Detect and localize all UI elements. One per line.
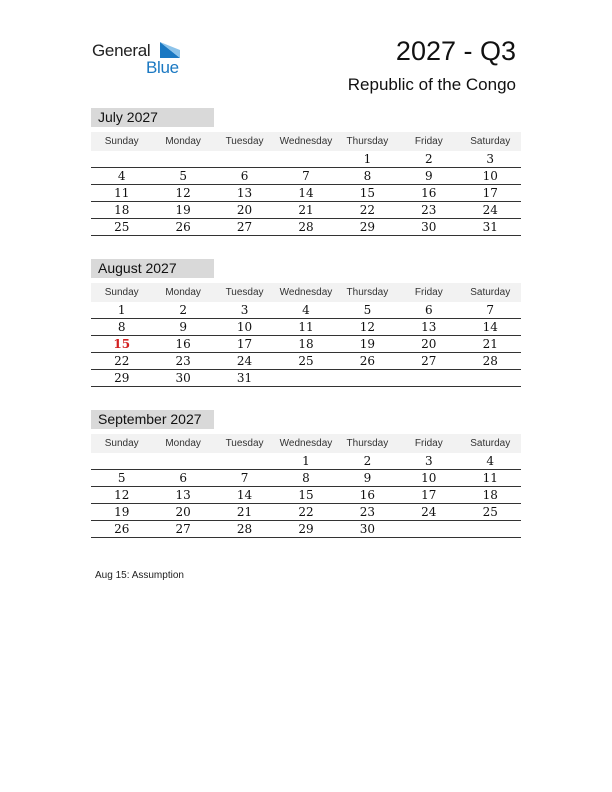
weekday-header-row	[91, 132, 521, 151]
weekday-label: Wednesday	[279, 287, 333, 298]
date-cell	[398, 370, 459, 386]
date-cell: 19	[175, 203, 191, 217]
date-cell: 27	[175, 522, 191, 536]
date-cell: 15	[298, 488, 314, 502]
country-name: Republic of the Congo	[347, 75, 516, 94]
date-cell: 3	[425, 454, 433, 468]
date-cell: 7	[240, 471, 249, 485]
date-cell: 29	[359, 220, 376, 234]
date-cell: 3	[240, 303, 249, 317]
weekday-label: Friday	[414, 136, 443, 147]
weekday-label: Sunday	[104, 136, 139, 147]
date-cell: 16	[421, 186, 437, 200]
date-cell: 12	[359, 320, 376, 334]
date-cell: 29	[114, 371, 130, 385]
date-cell: 22	[359, 203, 376, 217]
date-cell: 5	[179, 169, 187, 183]
date-cell: 29	[298, 522, 314, 536]
month-july	[91, 108, 521, 236]
week-row	[91, 219, 521, 236]
weekday-label: Monday	[165, 136, 201, 147]
date-cell: 23	[175, 354, 191, 368]
date-cell: 5	[363, 303, 372, 317]
date-cell: 24	[421, 505, 437, 519]
date-cell: 8	[363, 169, 372, 183]
date-cell: 14	[482, 320, 498, 334]
date-cell: 28	[236, 522, 253, 536]
week-row	[91, 353, 521, 370]
date-cell	[91, 151, 152, 167]
weekday-label: Thursday	[346, 136, 389, 147]
date-cell: 1	[363, 152, 372, 166]
date-cell: 17	[482, 186, 498, 200]
logo-blue-text: Blue	[146, 58, 179, 77]
week-row	[91, 319, 521, 336]
month-august	[91, 259, 521, 387]
date-cell: 7	[486, 303, 495, 317]
date-cell: 21	[236, 505, 253, 519]
date-cell: 26	[359, 354, 376, 368]
week-row	[91, 470, 521, 487]
date-cell: 25	[482, 505, 498, 519]
weekday-header-row	[91, 434, 521, 453]
weekday-label: Saturday	[470, 287, 511, 298]
date-cell: 20	[421, 337, 437, 351]
week-row	[91, 302, 521, 319]
month-header: July 2027	[91, 108, 214, 127]
date-cell: 22	[298, 505, 314, 519]
date-cell: 2	[363, 454, 372, 468]
weekday-label: Sunday	[104, 438, 139, 449]
date-cell: 21	[482, 337, 498, 351]
date-cell: 24	[236, 354, 253, 368]
date-cell: 19	[359, 337, 376, 351]
month-header: August 2027	[91, 259, 214, 278]
date-cell: 31	[482, 220, 498, 234]
date-cell: 24	[482, 203, 498, 217]
logo	[92, 40, 192, 80]
date-cell: 23	[359, 505, 376, 519]
weekday-label: Tuesday	[225, 438, 264, 449]
weekday-label: Tuesday	[225, 136, 264, 147]
weekday-label: Wednesday	[279, 438, 333, 449]
date-cell	[460, 521, 521, 537]
week-row	[91, 504, 521, 521]
date-cell	[214, 453, 275, 469]
date-cell: 11	[298, 320, 314, 334]
logo-general-text: General	[92, 41, 151, 60]
week-row	[91, 336, 521, 353]
date-cell: 7	[302, 169, 310, 183]
date-cell: 27	[236, 220, 253, 234]
date-cell: 6	[240, 169, 249, 183]
weekday-label: Monday	[165, 287, 201, 298]
date-cell: 4	[302, 303, 310, 317]
date-cell: 8	[117, 320, 126, 334]
weekday-label: Sunday	[104, 287, 139, 298]
week-row	[91, 202, 521, 219]
date-cell: 13	[421, 320, 437, 334]
weeks	[91, 151, 521, 236]
date-cell: 18	[298, 337, 314, 351]
weeks	[91, 302, 521, 387]
holiday-date-cell: 15	[113, 337, 131, 351]
date-cell: 11	[114, 186, 130, 200]
date-cell: 16	[175, 337, 191, 351]
week-row	[91, 370, 521, 387]
week-row	[91, 487, 521, 504]
month-header: September 2027	[91, 410, 214, 429]
date-cell: 15	[359, 186, 376, 200]
date-cell: 11	[482, 471, 498, 485]
week-row	[91, 151, 521, 168]
date-cell: 17	[236, 337, 253, 351]
weekday-label: Friday	[414, 438, 443, 449]
date-cell: 28	[298, 220, 314, 234]
week-row	[91, 168, 521, 185]
date-cell: 13	[236, 186, 253, 200]
week-row	[91, 453, 521, 470]
date-cell: 31	[236, 371, 253, 385]
date-cell: 13	[175, 488, 191, 502]
date-cell: 30	[359, 522, 376, 536]
date-cell	[214, 151, 275, 167]
month-september	[91, 410, 521, 538]
date-cell: 12	[114, 488, 130, 502]
date-cell: 6	[425, 303, 433, 317]
weekday-label: Tuesday	[225, 287, 264, 298]
date-cell: 1	[117, 303, 126, 317]
date-cell: 5	[117, 471, 126, 485]
weekday-label: Saturday	[470, 438, 511, 449]
weekday-label: Thursday	[346, 438, 389, 449]
date-cell: 4	[117, 169, 126, 183]
date-cell: 10	[421, 471, 437, 485]
date-cell: 25	[114, 220, 130, 234]
weekday-header-row	[91, 283, 521, 302]
date-cell: 9	[179, 320, 187, 334]
date-cell: 30	[421, 220, 437, 234]
date-cell: 26	[175, 220, 191, 234]
week-row	[91, 521, 521, 538]
date-cell: 6	[179, 471, 187, 485]
date-cell: 19	[114, 505, 130, 519]
holiday-note: Aug 15: Assumption	[95, 570, 184, 581]
date-cell: 14	[298, 186, 314, 200]
week-row	[91, 185, 521, 202]
date-cell: 14	[236, 488, 253, 502]
date-cell	[275, 151, 336, 167]
date-cell: 20	[175, 505, 191, 519]
weekday-label: Thursday	[346, 287, 389, 298]
weekday-label: Wednesday	[279, 136, 333, 147]
date-cell: 10	[482, 169, 498, 183]
date-cell: 25	[298, 354, 314, 368]
date-cell	[337, 370, 398, 386]
date-cell: 26	[114, 522, 130, 536]
date-cell: 27	[421, 354, 437, 368]
date-cell: 4	[486, 454, 495, 468]
date-cell: 10	[236, 320, 253, 334]
page-title: 2027 - Q3	[395, 36, 516, 66]
date-cell: 18	[114, 203, 130, 217]
date-cell	[275, 370, 336, 386]
date-cell: 22	[114, 354, 130, 368]
date-cell: 17	[421, 488, 437, 502]
date-cell: 20	[236, 203, 253, 217]
weekday-label: Monday	[165, 438, 201, 449]
date-cell	[91, 453, 152, 469]
weekday-label: Saturday	[470, 136, 511, 147]
date-cell: 28	[482, 354, 498, 368]
date-cell: 8	[302, 471, 310, 485]
date-cell: 1	[302, 454, 310, 468]
date-cell: 21	[298, 203, 314, 217]
date-cell	[460, 370, 521, 386]
date-cell: 9	[425, 169, 433, 183]
date-cell: 16	[359, 488, 376, 502]
date-cell: 9	[363, 471, 372, 485]
date-cell: 3	[486, 152, 495, 166]
weeks	[91, 453, 521, 538]
date-cell	[152, 453, 213, 469]
weekday-label: Friday	[414, 287, 443, 298]
date-cell	[152, 151, 213, 167]
date-cell	[398, 521, 459, 537]
date-cell: 2	[179, 303, 187, 317]
date-cell: 12	[175, 186, 191, 200]
date-cell: 2	[425, 152, 433, 166]
date-cell: 18	[482, 488, 498, 502]
date-cell: 23	[421, 203, 437, 217]
date-cell: 30	[175, 371, 191, 385]
